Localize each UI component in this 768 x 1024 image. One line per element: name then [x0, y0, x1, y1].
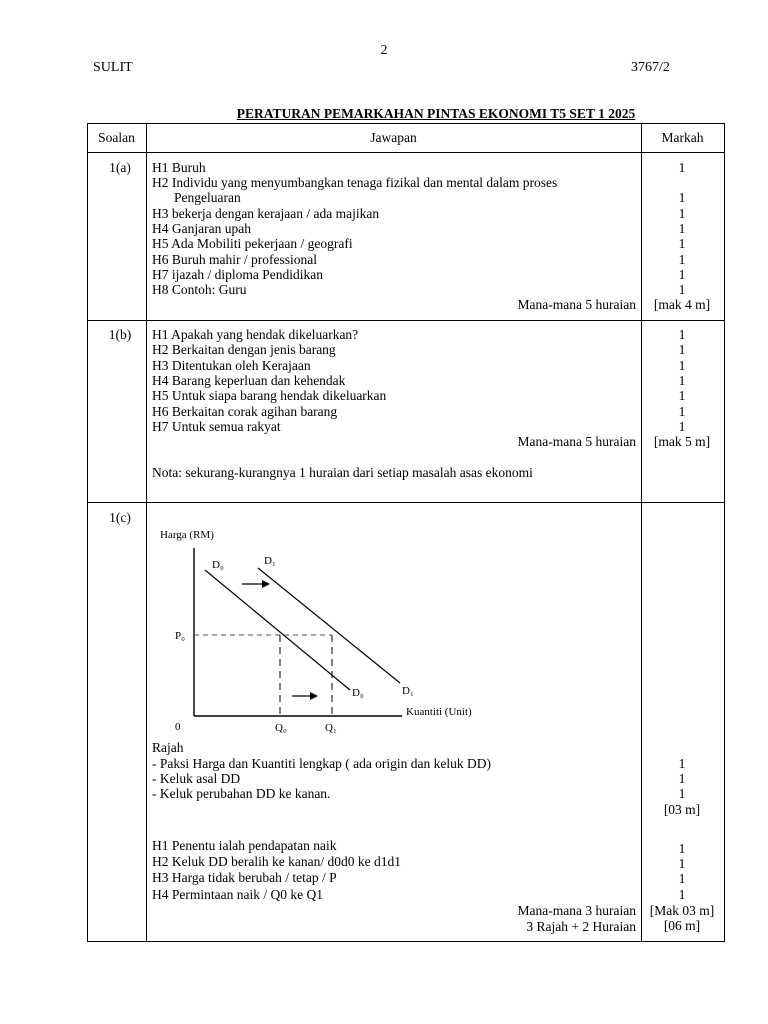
- answer-line: H1 Apakah yang hendak dikeluarkan?: [152, 327, 359, 342]
- answer-line: H5 Untuk siapa barang hendak dikeluarkan: [152, 388, 387, 403]
- d1-top-label: D₁: [264, 555, 276, 567]
- answer-line: H4 Ganjaran upah: [152, 221, 251, 236]
- answer-line: H2 Berkaitan dengan jenis barang: [152, 342, 336, 357]
- q1-label: Q₁: [325, 722, 337, 734]
- mark-total: [mak 4 m]: [653, 297, 711, 312]
- answer-line: H5 Ada Mobiliti pekerjaan / geografi: [152, 236, 353, 251]
- d1-bottom-label: D₁: [402, 685, 414, 697]
- mark-value: 1: [678, 282, 686, 297]
- mark-value: 1: [678, 786, 686, 801]
- d1-curve: [258, 568, 400, 683]
- sulit-label: SULIT: [93, 60, 133, 75]
- mark-value: 1: [678, 871, 686, 886]
- mark-value: 1: [678, 236, 686, 251]
- mark-value: 1: [678, 373, 686, 388]
- answer-line: H6 Berkaitan corak agihan barang: [152, 404, 338, 419]
- mark-total: [Mak 03 m]: [649, 903, 715, 918]
- answer-line: H7 ijazah / diploma Pendidikan: [152, 267, 323, 282]
- header-soalan: Soalan: [98, 130, 135, 145]
- d0-bottom-label: D₀: [352, 687, 364, 699]
- mark-value: 1: [678, 756, 686, 771]
- answer-line: H8 Contoh: Guru: [152, 282, 247, 297]
- header-markah: Markah: [661, 130, 704, 145]
- mark-value: 1: [678, 388, 686, 403]
- answer-line: H4 Permintaan naik / Q0 ke Q1: [152, 887, 323, 902]
- rajah-line: - Paksi Harga dan Kuantiti lengkap ( ada origin dan keluk DD): [152, 756, 492, 771]
- mark-value: 1: [678, 887, 686, 902]
- mark-value: 1: [678, 404, 686, 419]
- y-axis-label: Harga (RM): [160, 529, 214, 541]
- demand-shift-diagram: [150, 520, 510, 740]
- answer-line: H3 Ditentukan oleh Kerajaan: [152, 358, 311, 373]
- question-label: 1(b): [108, 327, 132, 342]
- answer-line: H2 Individu yang menyumbangkan tenaga fizikal dan mental dalam proses: [152, 175, 558, 190]
- summary-text: Mana-mana 5 huraian: [517, 297, 636, 312]
- answer-line: Pengeluaran: [174, 190, 241, 205]
- answer-line: H3 Harga tidak berubah / tetap / P: [152, 870, 337, 885]
- answer-line: H4 Barang keperluan dan kehendak: [152, 373, 346, 388]
- mark-value: 1: [678, 856, 686, 871]
- mark-value: 1: [678, 841, 686, 856]
- mark-total: [03 m]: [663, 802, 701, 817]
- summary-text: 3 Rajah + 2 Huraian: [526, 919, 636, 934]
- summary-text: Mana-mana 3 huraian: [517, 903, 636, 918]
- rajah-line: - Keluk asal DD: [152, 771, 241, 786]
- note-text: Nota: sekurang-kurangnya 1 huraian dari setiap masalah asas ekonomi: [152, 465, 533, 480]
- mark-value: 1: [678, 771, 686, 786]
- mark-total: [mak 5 m]: [653, 434, 711, 449]
- header-jawapan: Jawapan: [370, 130, 417, 145]
- answer-line: H1 Penentu ialah pendapatan naik: [152, 838, 337, 853]
- page-number: 2: [380, 43, 388, 58]
- answer-line: H7 Untuk semua rakyat: [152, 419, 281, 434]
- mark-value: 1: [678, 206, 686, 221]
- mark-value: 1: [678, 327, 686, 342]
- origin-label: 0: [175, 721, 181, 733]
- question-label: 1(c): [109, 510, 131, 525]
- mark-value: 1: [678, 342, 686, 357]
- d0-curve: [205, 570, 350, 690]
- mark-value: 1: [678, 221, 686, 236]
- mark-value: 1: [678, 160, 686, 175]
- question-label: 1(a): [109, 160, 131, 175]
- d0-top-label: D₀: [212, 559, 224, 571]
- rajah-title: Rajah: [152, 740, 184, 755]
- answer-line: H3 bekerja dengan kerajaan / ada majikan: [152, 206, 380, 221]
- mark-value: 1: [678, 358, 686, 373]
- answer-line: H2 Keluk DD beralih ke kanan/ d0d0 ke d1d1: [152, 854, 401, 869]
- answer-line: H6 Buruh mahir / professional: [152, 252, 317, 267]
- shift-arrow-bottom-head: [310, 692, 318, 700]
- paper-code: 3767/2: [631, 60, 670, 75]
- mark-value: 1: [678, 267, 686, 282]
- summary-text: Mana-mana 5 huraian: [517, 434, 636, 449]
- rajah-line: - Keluk perubahan DD ke kanan.: [152, 786, 331, 801]
- mark-value: 1: [678, 252, 686, 267]
- mark-grand-total: [06 m]: [663, 918, 701, 933]
- mark-value: 1: [678, 419, 686, 434]
- answer-line: H1 Buruh: [152, 160, 206, 175]
- document-title: PERATURAN PEMARKAHAN PINTAS EKONOMI T5 SET 1 2025: [236, 106, 636, 121]
- mark-value: 1: [678, 190, 686, 205]
- x-axis-label: Kuantiti (Unit): [406, 706, 472, 718]
- q0-label: Q₀: [275, 722, 287, 734]
- shift-arrow-top-head: [262, 580, 270, 588]
- p0-label: P₀: [175, 630, 185, 642]
